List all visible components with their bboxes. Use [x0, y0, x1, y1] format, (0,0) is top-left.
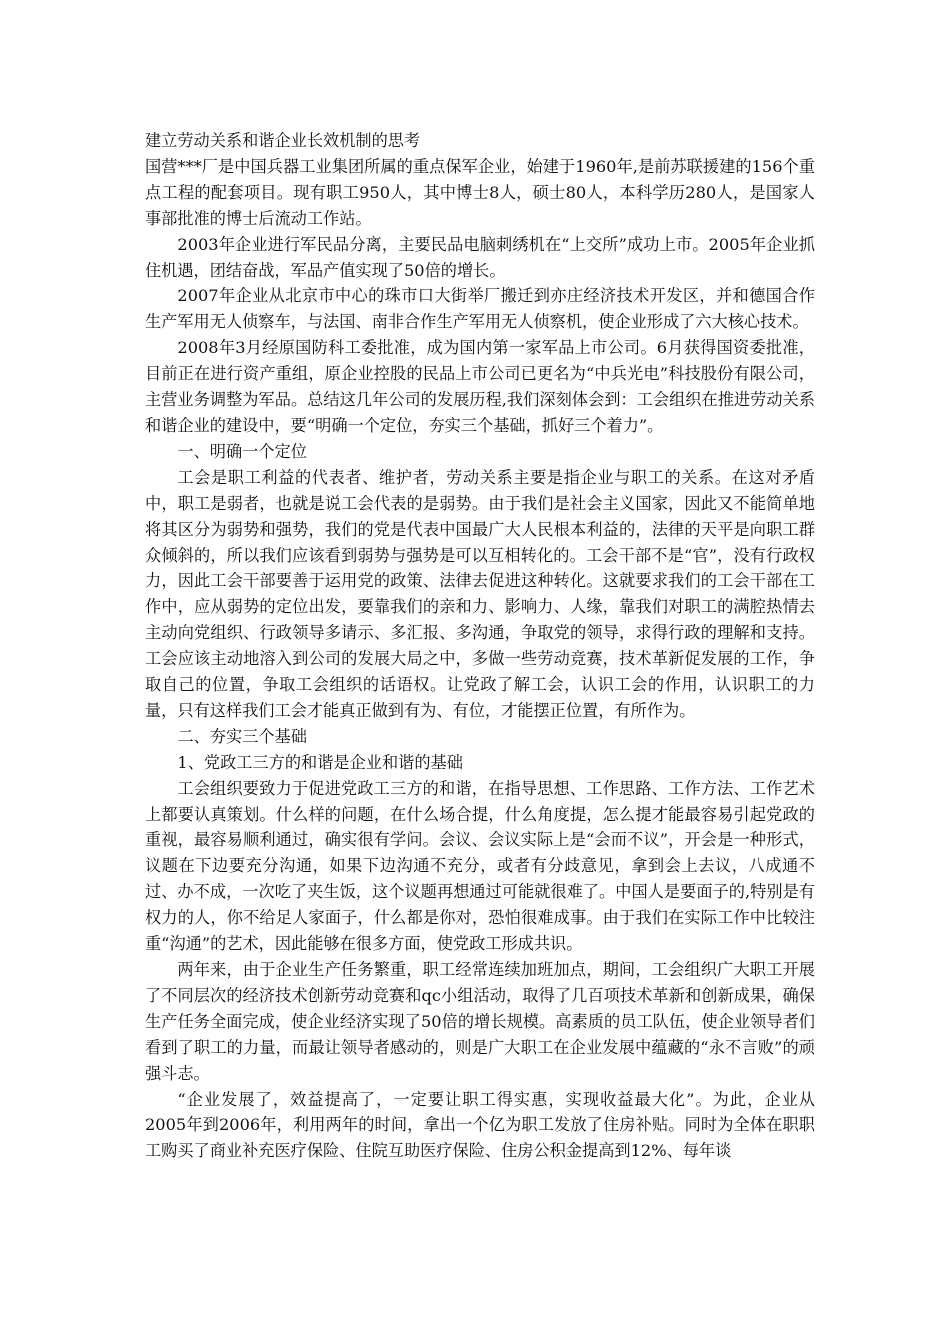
paragraph-two-years: 两年来，由于企业生产任务繁重，职工经常连续加班加点，期间，工会组织广大职工开展了不同层次的经济技术创新劳动竞赛和qc小组活动，取得了几百项技术革新和创新成果，确保生产任务全面完成，使企业经济实现了50倍的增长规模。高素质的员工队伍，使企业领导者们看到了职工的力量，而最让领导者感动的，则是广大职工在企业发展中蕴藏的“永不言败”的顽强斗志。	[145, 960, 815, 1083]
paragraph-positioning: 工会是职工利益的代表者、维护者，劳动关系主要是指企业与职工的关系。在这对矛盾中，职工是弱者，也就是说工会代表的是弱势。由于我们是社会主义国家，因此又不能简单地将其区分为弱势和强势，我们的党是代表中国最广大人民根本利益的，法律的天平是向职工群众倾斜的，所以我们应该看到弱势与强势是可以互相转化的。工会干部不是“官”，没有行政权力，因此工会干部要善于运用党的政策、法律去促进这种转化。这就要求我们的工会干部在工作中，应从弱势的定位出发，要靠我们的亲和力、影响力、人缘，靠我们对职工的满腔热情去主动向党组织、行政领导多请示、多汇报、多沟通，争取党的领导，求得行政的理解和支持。工会应该主动地溶入到公司的发展大局之中，多做一些劳动竞赛，技术革新促发展的工作，争取自己的位置，争取工会组织的话语权。让党政了解工会，认识工会的作用，认识职工的力量，只有这样我们工会才能真正做到有为、有位，才能摆正位置，有所作为。	[145, 467, 815, 720]
paragraph-2008: 2008年3月经原国防科工委批准，成为国内第一家军品上市公司。6月获得国资委批准，目前正在进行资产重组，原企业控股的民品上市公司已更名为“中兵光电”科技股份有限公司，主营业务调整为军品。总结这几年公司的发展历程,我们深刻体会到：工会组织在推进劳动关系和谐企业的建设中，要“明确一个定位，夯实三个基础，抓好三个着力”。	[145, 338, 815, 435]
paragraph-benefits: “企业发展了，效益提高了，一定要让职工得实惠，实现收益最大化”。为此，企业从2005年到2006年，利用两年的时间，拿出一个亿为职工发放了住房补贴。同时为全体在职职工购买了商业补充医疗保险、住院互助医疗保险、住房公积金提高到12%、每年谈	[145, 1089, 815, 1161]
paragraph-harmony: 工会组织要致力于促进党政工三方的和谐，在指导思想、工作思路、工作方法、工作艺术上都要认真策划。什么样的问题，在什么场合提，什么角度提，怎么提才能最容易引起党政的重视，最容易顺利通过，确实很有学问。会议、会议实际上是“会而不议”，开会是一种形式，议题在下边要充分沟通，如果下边沟通不充分，或者有分歧意见，拿到会上去议，八成通不过、办不成，一次吃了夹生饭，这个议题再想通过可能就很难了。中国人是要面子的,特别是有权力的人，你不给足人家面子，什么都是你对，恐怕很难成事。由于我们在实际工作中比较注重“沟通”的艺术，因此能够在很多方面，使党政工形成共识。	[145, 778, 815, 954]
section-heading-1: 一、明确一个定位	[177, 441, 307, 461]
paragraph-2003: 2003年企业进行军民品分离，主要民品电脑刺绣机在“上交所”成功上市。2005年企业抓住机遇，团结奋战，军品产值实现了50倍的增长。	[145, 234, 815, 280]
document-body	[145, 128, 815, 1164]
document-title: 建立劳动关系和谐企业长效机制的思考	[145, 131, 421, 150]
paragraph-2007: 2007年企业从北京市中心的珠市口大街举厂搬迁到亦庄经济技术开发区，并和德国合作生产军用无人侦察车，与法国、南非合作生产军用无人侦察机，使企业形成了六大核心技术。	[145, 286, 815, 332]
paragraph-intro: 国营***厂是中国兵器工业集团所属的重点保军企业，始建于1960年,是前苏联援建的156个重点工程的配套项目。现有职工950人，其中博士8人，硕士80人，本科学历280人，是国家人事部批准的博士后流动工作站。	[145, 156, 815, 228]
section-heading-2: 二、夯实三个基础	[177, 726, 307, 746]
subsection-heading-1: 1、党政工三方的和谐是企业和谐的基础	[177, 752, 463, 772]
